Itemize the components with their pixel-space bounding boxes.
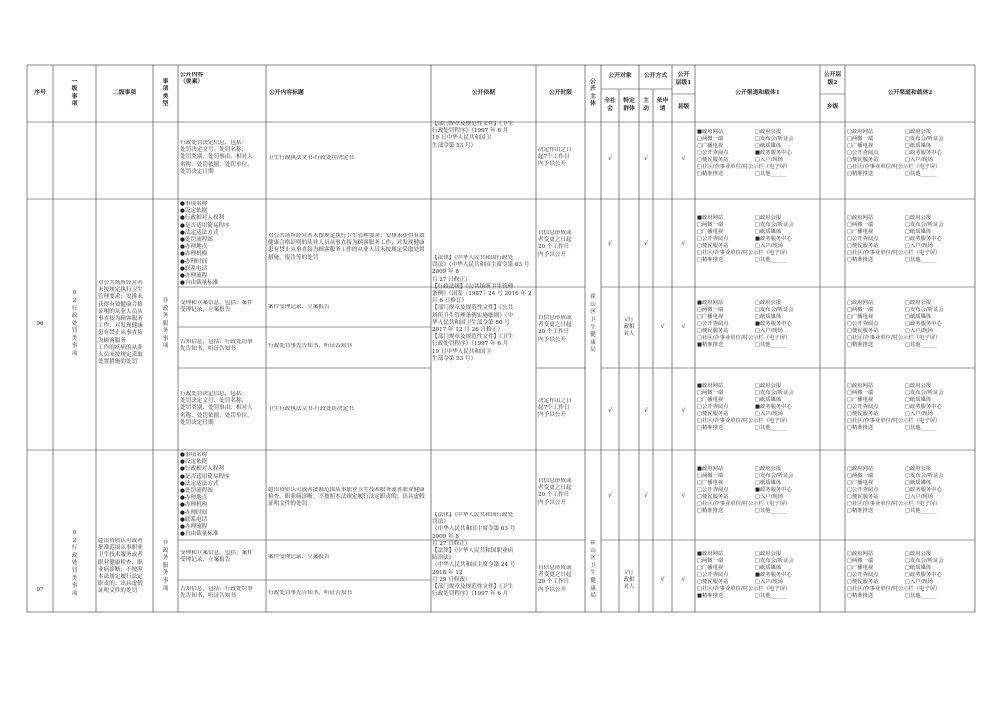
channel-option: □公开查阅点 <box>697 404 729 411</box>
header-item-type: 事 项 类 型 <box>162 78 169 107</box>
channel-option: □两微一端 <box>847 136 874 143</box>
channel-option: □两微一端 <box>697 222 724 229</box>
partial-check-active: √ <box>644 155 648 162</box>
channel-option: □公开查阅点 <box>697 572 729 579</box>
channel-option: □精准推送 <box>697 508 724 515</box>
row-96-sub1-content: ●事项名称 ●设定依据 ●行政相对人权利 ●是否适用简易程序 ●法定适法方式 ●处罚流程图 ●办理地点 ●办理机构 ●办理时间 ●联系电话 ●办理流程 ●自由裁量标准 <box>180 201 230 287</box>
header-content-title: 公开内容标题 <box>269 89 304 96</box>
channel-option: □其他______ <box>755 342 787 349</box>
channel-option: ■政府网站 <box>697 551 724 557</box>
channel-option: □入户/现场 <box>905 243 933 250</box>
channel-option: □政府公报 <box>905 215 932 221</box>
channel-option: □社区/企事业单位/村公示栏（电子屏） <box>847 586 941 593</box>
channel-option: □纸质媒体 <box>755 397 782 404</box>
header-content: 公开内容 （要素） <box>180 72 204 86</box>
header-level1: 一 级 事 项 <box>71 78 78 107</box>
channel-option: □政府公报 <box>755 383 782 389</box>
header-level2: 二级事项 <box>112 89 137 96</box>
row-96-sub1-check-active: √ <box>644 240 648 247</box>
channel-option: □政府公报 <box>905 466 932 472</box>
channel-option: ■政务服务中心 <box>755 150 792 157</box>
channel-option: □政府网站 <box>847 383 874 389</box>
partial-content: 行政处罚决定信息，包括： 处罚决定文号、处罚名称、 处罚类别、处罚事由、相对人 名称、处罚依据、处罚单位、 处罚决定日期 <box>180 140 253 175</box>
channel-option: □入户/现场 <box>905 579 933 586</box>
channel-option: □广播电视 <box>697 480 724 487</box>
channel-option: □精准推送 <box>697 171 724 178</box>
channel-option: □入户/现场 <box>755 157 783 164</box>
channel-option: □精准推送 <box>847 171 874 178</box>
row-96-level2: 对公共场所经营者 未按规定执行卫生 管理要求：安排未 获得有效健康合格 证明的从业人员从 事直接为顾客服务 工作；对发现健康 患有禁止从事直接 为顾客服务 工作的疾病的从业 人员未按规定采取 处置措施的处罚 <box>98 280 143 366</box>
channel-option: □广播电视 <box>847 397 874 404</box>
channel-option: □其他______ <box>755 425 787 432</box>
channel-option: □广播电视 <box>847 480 874 487</box>
row-97-item-type: 非 政 务 服 务 事 项 <box>162 540 169 592</box>
channel-option: □便民服务站 <box>847 494 879 501</box>
header-subject: 公 开 主 体 <box>590 78 596 107</box>
row-96-sub23-timing: 自信息形成或 者变更之日起 20 个工作日 内予以公开 <box>538 315 572 343</box>
channel-option: □政府网站 <box>847 215 874 221</box>
channel-option: □公开查阅点 <box>847 321 879 328</box>
header-layer2: 公开层 级2 <box>823 72 842 86</box>
channel-option: □纸质媒体 <box>905 143 932 150</box>
channel-option: □广播电视 <box>847 143 874 150</box>
channel-option: □社区/企事业单位/村公示栏（电子屏） <box>697 501 791 508</box>
channel-option: □公开查阅点 <box>847 236 879 243</box>
channel-option: □两微一端 <box>697 558 724 565</box>
channel-option: ■精准推送 <box>697 342 724 349</box>
row-96-seq: 96 <box>36 320 44 327</box>
header-county: 县级 <box>677 104 690 111</box>
channel-option: □广播电视 <box>697 565 724 572</box>
channel-option: □发布会/听证会 <box>905 390 944 397</box>
channel-option: □便民服务站 <box>697 579 729 586</box>
channel-option: □政府公报 <box>755 300 782 306</box>
header-seq: 序号 <box>34 89 46 96</box>
channel-option: □政府公报 <box>905 551 932 557</box>
channel-option: ■政府网站 <box>697 300 724 306</box>
channel-option: □精准推送 <box>847 425 874 432</box>
channel-option: □入户/现场 <box>755 411 783 418</box>
header-township: 乡级 <box>826 104 839 111</box>
channel-option: □社区/企事业单位/村公示栏（电子屏） <box>847 250 941 257</box>
channel-option: □精准推送 <box>847 257 874 264</box>
row-96-sub1-timing: 自信息形成或 者变更之日起 20 个工作日 内予以公开 <box>538 230 572 258</box>
row-96-sub1-check-all: √ <box>608 240 612 247</box>
row-96-sub3-content: 告知信息，包括：行政处罚事 先告知书、听证告知书 <box>180 339 253 353</box>
channel-option: □公开查阅点 <box>847 487 879 494</box>
row-97-sub1-check-active: √ <box>644 492 648 499</box>
row-96-basis: 【法律】《中华人民共和国行政处 罚法》（中华人民共和国主席令第 63 号 2009 年 8 月 27 日修正） 【行政法规】《公共场所卫生管理 条例》（国发〔1987〕24 号 2016 年 2 月 6 日修订） 【部门规章及规范性文件】《公共 场所卫生管理条例实施细则》（中 华人民共和国卫生部令第 80 号 2017 年 12 月 26 日修正） 【部门规章及规范性文件】《卫生 行政处罚程序》（1997 年 6 月 19 日中华人民共和国卫 生部令第 53 号） <box>432 255 532 362</box>
row-97-level2: 超出资质认可或者 批准范围从事职业 卫生技术服务或者 职业健康检查、职 业病诊断；不按照 本法规定履行法定 职责的；出具虚假 证明文件的处罚 <box>98 538 143 595</box>
channel-option: □两微一端 <box>847 390 874 397</box>
row-97-sub1-content: ●事项名称 ●设定依据 ●行政相对人权利 ●是否适用简易程序 ●法定适法方式 ●处罚流程图 ●办理地点 ●办理机构 ●办理时间 ●联系电话 ●办理流程 ●自由裁量标准 <box>180 452 230 538</box>
channel-option: □公开查阅点 <box>697 487 729 494</box>
row-97-sub2-specific: √行 政相 对人 <box>623 570 635 590</box>
channel-option: □广播电视 <box>697 314 724 321</box>
channel-option: □社区/企事业单位/村公示栏（电子屏） <box>697 164 791 171</box>
channel-option: □便民服务站 <box>847 243 879 250</box>
row-97-sub3-content: 告知信息，包括：行政处罚事 先告知书、听证告知书 <box>180 586 253 600</box>
row-96-sub2-title: 案件受理记录、立案报告 <box>268 304 330 310</box>
channel-option: □精准推送 <box>847 508 874 515</box>
channel-option: □发布会/听证会 <box>755 558 794 565</box>
channel-option: ■政务服务中心 <box>755 236 792 243</box>
channel-option: □公开查阅点 <box>847 150 879 157</box>
channel-option: ■政务服务中心 <box>755 572 792 579</box>
channel-option: □入户/现场 <box>755 494 783 501</box>
channel-option: □便民服务站 <box>697 157 729 164</box>
channel-option: □入户/现场 <box>905 328 933 335</box>
channel-option: □两微一端 <box>847 558 874 565</box>
channel-option: □其他______ <box>905 342 937 349</box>
row-96-sub2-check-county: √ <box>681 323 686 330</box>
channel-option: □社区/企事业单位/村公示栏（电子屏） <box>697 418 791 425</box>
channel-option: □入户/现场 <box>755 328 783 335</box>
row-96-sub2-specific: √行 政相 对人 <box>623 317 635 337</box>
channel-option: □入户/现场 <box>905 157 933 164</box>
channel-option: □政府公报 <box>905 383 932 389</box>
channel-option: □政府网站 <box>847 466 874 472</box>
row-97-seq: 97 <box>36 587 44 594</box>
channel-option: □政府网站 <box>847 551 874 557</box>
channel-option: □公开查阅点 <box>697 150 729 157</box>
channel-option: □其他______ <box>905 171 937 178</box>
channel-option: □政府公报 <box>755 129 782 135</box>
channel-option: □发布会/听证会 <box>755 473 794 480</box>
channel-option: □公开查阅点 <box>697 321 729 328</box>
channel-option: □其他______ <box>755 508 787 515</box>
channel-option: □两微一端 <box>847 307 874 314</box>
row-97-sub1-title: 超出资质认可或者批准范围从事职业卫生技术服务或者职业健康检查、职业病诊断；不按照本法规定履行法定职责的；出具虚假证明文件的处罚 <box>268 487 425 508</box>
channel-option: □发布会/听证会 <box>755 307 794 314</box>
channel-option: ■精准推送 <box>697 593 724 600</box>
channel-option: □纸质媒体 <box>755 480 782 487</box>
channel-option: □便民服务站 <box>697 411 729 418</box>
channel-option: □政府公报 <box>905 300 932 306</box>
row-97-sub2-title: 案件受理记录、立案报告 <box>268 554 330 560</box>
row-97-sub1-check-county: √ <box>681 492 686 499</box>
channel-option: □发布会/听证会 <box>905 558 944 565</box>
channel-option: □发布会/听证会 <box>755 136 794 143</box>
row-97-subject: 霍 山 区 卫 生 健 康 局 <box>590 540 596 600</box>
channel-option: □便民服务站 <box>697 328 729 335</box>
channel-option: □两微一端 <box>847 473 874 480</box>
channel-option: □政务服务中心 <box>905 321 942 328</box>
row-96-sub4-title: 卫生行政执法文书-行政处罚决定书 <box>268 406 354 412</box>
channel-option: □纸质媒体 <box>905 229 932 236</box>
header-channel1: 公开渠道和载体1 <box>735 89 780 96</box>
channel-option: □纸质媒体 <box>905 397 932 404</box>
header-timing: 公开时限 <box>548 89 573 96</box>
channel-option: □社区/企事业单位/村公示栏（电子屏） <box>847 418 941 425</box>
partial-check-county: √ <box>681 155 686 162</box>
channel-option: ■政府网站 <box>697 129 724 135</box>
partial-title: 卫生行政执法文书-行政处罚决定书 <box>268 155 354 161</box>
channel-option: □社区/企事业单位/村公示栏（电子屏） <box>847 164 941 171</box>
channel-option: □精准推送 <box>847 342 874 349</box>
channel-option: □便民服务站 <box>697 243 729 250</box>
channel-option: □公开查阅点 <box>697 236 729 243</box>
row-96-sub3-title: 行政处罚事先告知书、听证告知书 <box>268 343 352 349</box>
row-96-level1: 0 2 行 政 处 罚 类 事 项 <box>71 290 78 358</box>
channel-option: □政府公报 <box>905 129 932 135</box>
row-96-sub4-content: 行政处罚决定信息，包括： 处罚决定文号、处罚名称、 处罚类别、处罚事由、相对人 名称、处罚依据、处罚单位、 处罚决定日期 <box>180 391 253 426</box>
header-aud-all: 全社 会 <box>604 98 616 112</box>
channel-option: □两微一端 <box>697 473 724 480</box>
channel-option: □其他______ <box>905 257 937 264</box>
row-96-sub4-check-active: √ <box>644 407 648 414</box>
header-channel2: 公开渠道和载体2 <box>887 89 933 96</box>
channel-option: □广播电视 <box>847 314 874 321</box>
channel-option: □政府网站 <box>847 129 874 135</box>
channel-option: □其他______ <box>905 593 937 600</box>
channel-option: □政务服务中心 <box>905 487 942 494</box>
channel-option: □便民服务站 <box>847 328 879 335</box>
row-97-sub3-title: 行政处罚事先告知书、听证告知书 <box>268 590 352 596</box>
channel-option: □广播电视 <box>847 229 874 236</box>
header-layer1: 公开 层级1 <box>675 72 692 86</box>
partial-timing: 决定作出之日 起7个工作日 内予以公开 <box>538 147 572 168</box>
channel-option: □社区/企事业单位/村公示栏（电子屏） <box>847 335 941 342</box>
channel-option: □广播电视 <box>697 397 724 404</box>
channel-option: □社区/企事业单位/村公示栏（电子屏） <box>697 250 791 257</box>
row-96-sub4-check-all: √ <box>608 407 612 414</box>
channel-option: □入户/现场 <box>905 494 933 501</box>
channel-option: □纸质媒体 <box>755 314 782 321</box>
channel-option: □两微一端 <box>847 222 874 229</box>
row-96-sub1-check-county: √ <box>681 240 686 247</box>
row-97-sub2-check-apply: √ <box>660 576 665 583</box>
channel-option: □政府网站 <box>847 300 874 306</box>
channel-option: □其他______ <box>905 425 937 432</box>
channel-option: □公开查阅点 <box>847 572 879 579</box>
row-97-sub1-timing: 自信息形成或 者变更之日起 20 个工作日 内予以公开 <box>538 478 572 506</box>
channel-option: □社区/企事业单位/村公示栏（电子屏） <box>697 335 791 342</box>
channel-option: □纸质媒体 <box>905 480 932 487</box>
channel-option: ■政务服务中心 <box>755 404 792 411</box>
channel-option: □其他______ <box>755 593 787 600</box>
channel-option: □发布会/听证会 <box>755 222 794 229</box>
row-97-level1: 0 2 行 政 处 罚 类 事 项 <box>71 530 78 597</box>
row-97-sub23-timing: 自信息形成或 者变更之日起 20 个工作日 内予以公开 <box>538 565 572 593</box>
channel-option: □政府公报 <box>755 551 782 557</box>
channel-option: □社区/企事业单位/村公示栏（电子屏） <box>697 586 791 593</box>
channel-option: □便民服务站 <box>847 411 879 418</box>
channel-option: □纸质媒体 <box>755 143 782 150</box>
row-97-sub2-content: 受理和立案信息，包括：案件 受理记录、立案报告 <box>180 550 253 564</box>
channel-option: □广播电视 <box>697 143 724 150</box>
row-97-sub1-check-all: √ <box>608 492 612 499</box>
channel-option: □政务服务中心 <box>905 404 942 411</box>
channel-option: □其他______ <box>905 508 937 515</box>
header-method: 公开方式 <box>643 73 668 80</box>
channel-option: □发布会/听证会 <box>905 222 944 229</box>
channel-option: □两微一端 <box>697 136 724 143</box>
channel-option: ■政府网站 <box>697 215 724 221</box>
row-96-sub2-content: 受理和立案信息，包括：案件 受理记录、立案报告 <box>180 300 253 314</box>
channel-option: □其他______ <box>755 171 787 178</box>
row-96-sub4-check-county: √ <box>681 407 686 414</box>
channel-option: □便民服务站 <box>697 494 729 501</box>
row-96-subject: 霍 山 区 卫 生 健 康 局 <box>590 294 596 354</box>
row-96-sub4-timing: 决定作出之日 起7个工作日 内予以公开 <box>538 398 572 419</box>
header-audience: 公开对象 <box>608 73 632 80</box>
header-m-apply: 依申 请 <box>656 98 669 112</box>
channel-option: □便民服务站 <box>847 579 879 586</box>
row-97-basis: 【法律】《中华人民共和国行政处 罚法》 （中华人民共和国主席令第 63 号 2009 年 8 月 27 日修正） 【法律】《中华人民共和国职业病 防治法》 （中华人民共和国主席令第 24 号 2018 年 12 月 29 日修改） 【部门规章及规范性文件】《卫生 行政处罚程序》（1997 年 6 月 <box>432 512 516 598</box>
channel-option: □两微一端 <box>697 390 724 397</box>
channel-option: □发布会/听证会 <box>905 307 944 314</box>
channel-option: □发布会/听证会 <box>905 473 944 480</box>
channel-option: □政务服务中心 <box>905 572 942 579</box>
row-96-sub1-title: 对公共场所经营者未按规定执行卫生管理要求：安排未获得有效健康合格证明的从业人员从事直接为顾客服务工作；对发现健康患有禁止从事直接为顾客服务工作的从业人员未按规定采取处置措施，报告等的处罚 <box>268 233 425 261</box>
channel-option: □发布会/听证会 <box>905 136 944 143</box>
channel-option: □政务服务中心 <box>905 236 942 243</box>
channel-option: □政务服务中心 <box>905 150 942 157</box>
channel-option: □入户/现场 <box>905 411 933 418</box>
channel-option: □纸质媒体 <box>755 229 782 236</box>
row-96-item-type: 非 政 务 服 务 事 项 <box>162 297 169 350</box>
channel-option: ■政府网站 <box>697 466 724 472</box>
row-96-sub2-check-apply: √ <box>660 323 665 330</box>
partial-check-all: √ <box>608 155 612 162</box>
channel-option: □公开查阅点 <box>847 404 879 411</box>
channel-option: □广播电视 <box>847 565 874 572</box>
channel-option: □精准推送 <box>697 425 724 432</box>
row-97-sub2-check-county: √ <box>681 576 686 583</box>
channel-option: □其他______ <box>755 257 787 264</box>
channel-option: ■政务服务中心 <box>755 487 792 494</box>
channel-option: □政府公报 <box>755 215 782 221</box>
channel-option: □入户/现场 <box>755 579 783 586</box>
channel-option: □精准推送 <box>697 257 724 264</box>
channel-option: □入户/现场 <box>755 243 783 250</box>
channel-option: □纸质媒体 <box>905 565 932 572</box>
channel-option: ■政府网站 <box>697 383 724 389</box>
channel-option: □纸质媒体 <box>755 565 782 572</box>
partial-basis: 【部门规章及规范性文件】《卫生 行政处罚程序》（1997 年 6 月 19 日中华人民共和国卫 生部令第 53 号） <box>432 121 514 149</box>
channel-option: □精准推送 <box>847 593 874 600</box>
channel-option: □发布会/听证会 <box>755 390 794 397</box>
channel-option: □社区/企事业单位/村公示栏（电子屏） <box>847 501 941 508</box>
channel-option: □纸质媒体 <box>905 314 932 321</box>
channel-option: □便民服务站 <box>847 157 879 164</box>
channel-option: □政府公报 <box>755 466 782 472</box>
header-basis: 公开依据 <box>471 89 496 96</box>
header-m-active: 主 动 <box>643 98 649 112</box>
header-aud-specific: 特定 群体 <box>623 98 635 112</box>
channel-option: □两微一端 <box>697 307 724 314</box>
channel-option: ■政务服务中心 <box>755 321 792 328</box>
channel-option: □广播电视 <box>697 229 724 236</box>
